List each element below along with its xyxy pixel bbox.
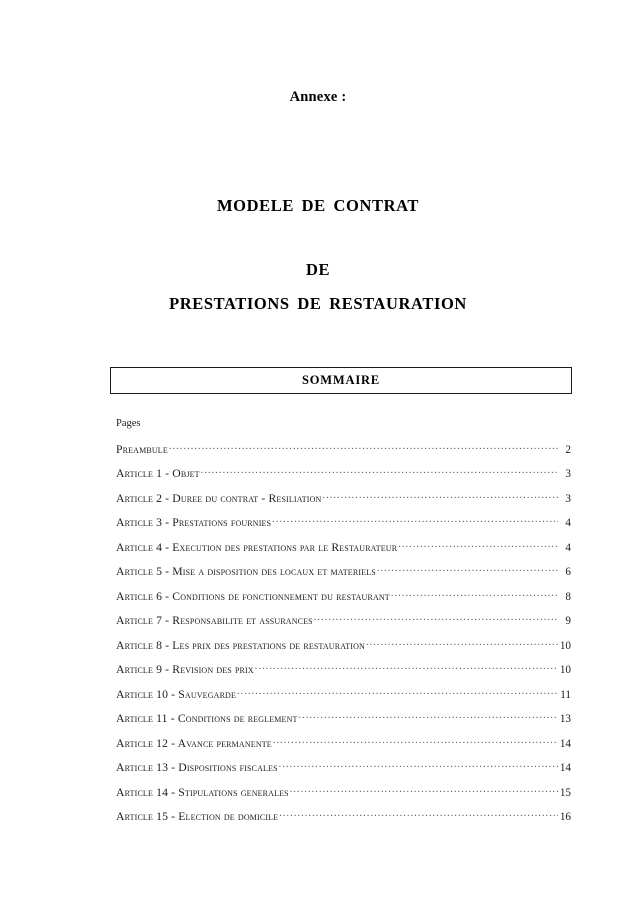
- toc-entry-page-number: 14: [559, 737, 571, 750]
- toc-entry-page-number: 16: [559, 811, 571, 824]
- toc-entry-page-number: 11: [560, 688, 571, 701]
- toc-leader-dots: [255, 662, 558, 674]
- annexe-label: Annexe :: [289, 89, 347, 105]
- toc-entry[interactable]: [116, 588, 571, 613]
- toc-entry-title: Article 14 - Stipulations generales: [116, 785, 289, 799]
- toc-entry-page-number: 6: [565, 566, 571, 579]
- toc-entry-title: Article 8 - Les prix des prestations de restauration: [116, 638, 365, 652]
- toc-leader-dots: [279, 760, 558, 772]
- toc-entry[interactable]: [116, 662, 571, 687]
- sommaire-heading-box: [110, 367, 572, 394]
- toc-entry-page-number: 15: [559, 786, 571, 799]
- toc-entry[interactable]: [116, 490, 571, 515]
- toc-leader-dots: [366, 637, 558, 649]
- toc-entry[interactable]: [116, 564, 571, 589]
- toc-leader-dots: [322, 490, 558, 502]
- pages-column-label: Pages: [116, 418, 141, 429]
- toc-entry-page-number: 4: [565, 517, 571, 530]
- toc-entry-page-number: 2: [565, 443, 571, 456]
- toc-entry-title: Article 6 - Conditions de fonctionnement du restaurant: [116, 589, 390, 603]
- toc-entry-title: Article 7 - Responsabilite et assurances: [116, 614, 313, 628]
- toc-leader-dots: [377, 564, 558, 576]
- toc-leader-dots: [273, 735, 558, 747]
- toc-entry-title: Article 5 - Mise a disposition des locaux et materiels: [116, 565, 376, 579]
- toc-entry-page-number: 9: [565, 615, 571, 628]
- toc-entry-title: Article 15 - Election de domicile: [116, 810, 279, 824]
- toc-leader-dots: [169, 441, 558, 453]
- toc-entry-page-number: 3: [565, 468, 571, 481]
- title-line-3: PRESTATIONS DE RESTAURATION: [169, 294, 467, 313]
- toc-entry[interactable]: [116, 441, 571, 466]
- toc-entry-title: Article 9 - Revision des prix: [116, 663, 254, 677]
- toc-entry[interactable]: [116, 735, 571, 760]
- toc-leader-dots: [272, 515, 558, 527]
- toc-entry-page-number: 10: [559, 664, 571, 677]
- toc-entry-title: Article 10 - Sauvegarde: [116, 687, 237, 701]
- toc-entry-title: Preambule: [116, 442, 168, 456]
- toc-entry-title: Article 12 - Avance permanente: [116, 736, 272, 750]
- toc-leader-dots: [201, 466, 558, 478]
- toc-entry[interactable]: [116, 711, 571, 736]
- toc-entry[interactable]: [116, 539, 571, 564]
- title-line-2: DE: [305, 260, 331, 279]
- toc-leader-dots: [398, 539, 558, 551]
- toc-leader-dots: [391, 588, 558, 600]
- title-line-1: MODELE DE CONTRAT: [217, 196, 419, 215]
- toc-entry[interactable]: [116, 784, 571, 809]
- toc-entry-page-number: 3: [565, 492, 571, 505]
- toc-entry-title: Article 1 - Objet: [116, 467, 200, 481]
- toc-entry[interactable]: [116, 466, 571, 491]
- toc-entry[interactable]: [116, 809, 571, 834]
- toc-entry-page-number: 8: [565, 590, 571, 603]
- toc-entry[interactable]: [116, 686, 571, 711]
- toc-entry-title: Article 4 - Execution des prestations par le Restaurateur: [116, 540, 398, 554]
- toc-leader-dots: [279, 809, 558, 821]
- toc-entry-page-number: 10: [559, 639, 571, 652]
- toc-leader-dots: [290, 784, 558, 796]
- toc-entry-page-number: 4: [565, 541, 571, 554]
- toc-leader-dots: [299, 711, 558, 723]
- toc-entry[interactable]: [116, 637, 571, 662]
- toc-entry[interactable]: [116, 613, 571, 638]
- toc-leader-dots: [314, 613, 558, 625]
- toc-entry[interactable]: [116, 760, 571, 785]
- sommaire-heading: SOMMAIRE: [302, 373, 380, 387]
- toc-entry-title: Article 3 - Prestations fournies: [116, 516, 272, 530]
- toc-leader-dots: [237, 686, 558, 698]
- toc-entry-title: Article 13 - Dispositions fiscales: [116, 761, 278, 775]
- toc-entry-title: Article 11 - Conditions de reglement: [116, 712, 298, 726]
- document-title-block: [0, 196, 636, 314]
- toc-entry-title: Article 2 - Duree du contrat - Resiliation: [116, 491, 322, 505]
- toc-entry-page-number: 13: [559, 713, 571, 726]
- toc-entry[interactable]: [116, 515, 571, 540]
- table-of-contents: [116, 441, 571, 833]
- toc-entry-page-number: 14: [559, 762, 571, 775]
